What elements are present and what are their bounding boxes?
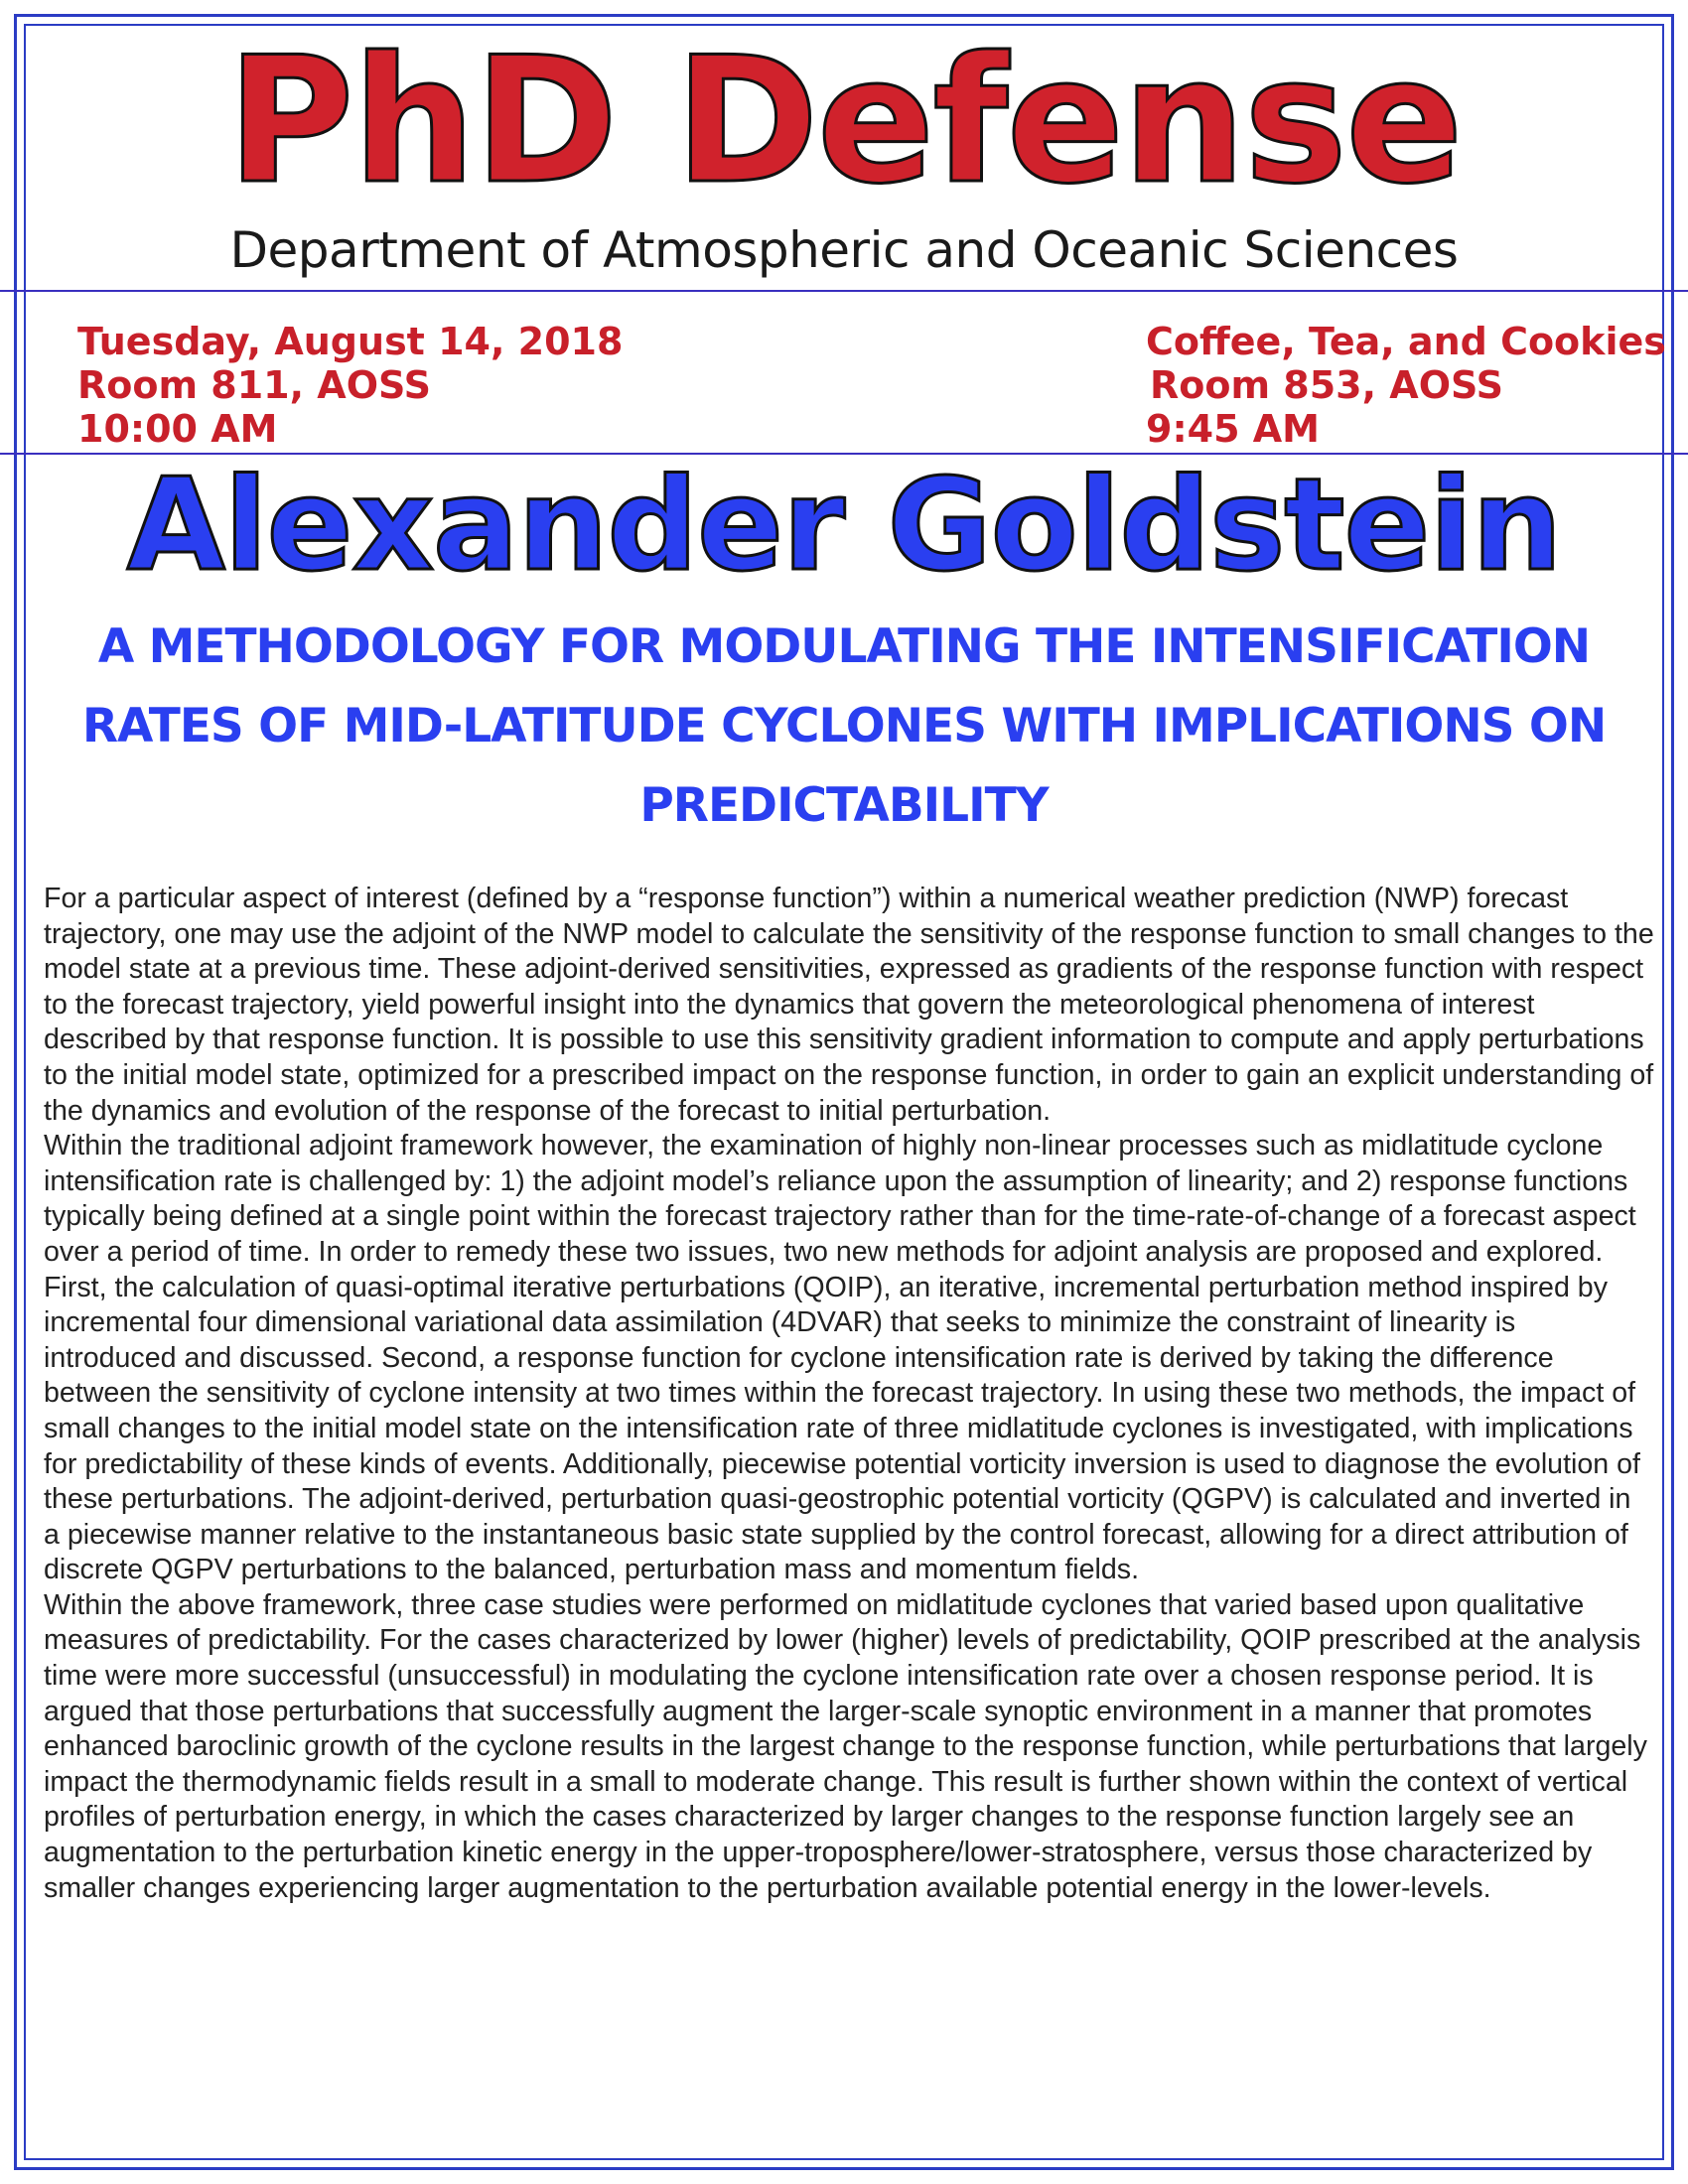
talk-title-line: A METHODOLOGY FOR MODULATING THE INTENSIFICATION (97, 619, 1591, 674)
talk-title-line: RATES OF MID-LATITUDE CYCLONES WITH IMPLICATIONS ON (81, 699, 1607, 753)
talk-title (79, 608, 1609, 846)
department-name: Department of Atmospheric and Oceanic Sciences (229, 221, 1459, 279)
defense-date: Tuesday, August 14, 2018 (77, 320, 624, 363)
defense-details (77, 320, 623, 451)
abstract (44, 882, 1654, 1906)
divider-top (0, 290, 1688, 292)
presenter-name: Alexander Goldstein (126, 452, 1562, 600)
reception-label: Coffee, Tea, and Cookies (1146, 320, 1666, 363)
talk-title-line: PREDICTABILITY (639, 778, 1049, 833)
reception-details (1146, 320, 1666, 451)
reception-time: 9:45 AM (1146, 407, 1320, 451)
abstract-paragraph: Within the traditional adjoint framework however, the examination of highly non-linear processes such as midlatitude cyclone intensification rate is challenged by: 1) the adjoint model’s reliance upon the assumption of linearity; and 2) response functions typically being defined at a single point within the forecast trajectory rather than for the time-rate-of-change of a forecast aspect over a period of time. In order to remedy these two issues, two new methods for adjoint analysis are proposed and explored. First, the calculation of quasi-optimal iterative perturbations (QOIP), an iterative, incremental perturbation method inspired by incremental four dimensional variational data assimilation (4DVAR) that seeks to minimize the constraint of linearity is introduced and discussed. Second, a response function for cyclone intensification rate is derived by taking the difference between the sensitivity of cyclone intensity at two times within the forecast trajectory. In using these two methods, the impact of small changes to the initial model state on the intensification rate of three midlatitude cyclones is investigated, with implications for predictability of these kinds of events. Additionally, piecewise potential vorticity inversion is used to diagnose the evolution of these perturbations. The adjoint-derived, perturbation quasi-geostrophic potential vorticity (QGPV) is calculated and inverted in a piecewise manner relative to the instantaneous basic state supplied by the control forecast, allowing for a direct attribution of discrete QGPV perturbations to the balanced, perturbation mass and momentum fields. (44, 1130, 1640, 1586)
abstract-paragraph: Within the above framework, three case studies were performed on midlatitude cyclones that varied based upon qualitative measures of predictability. For the cases characterized by lower (higher) levels of predictability, QOIP prescribed at the analysis time were more successful (unsuccessful) in modulating the cyclone intensification rate over a chosen response period. It is argued that those perturbations that successfully augment the larger-scale synoptic environment in a manner that promotes enhanced baroclinic growth of the cyclone results in the largest change to the response function, while perturbations that largely impact the thermodynamic fields result in a small to moderate change. This result is further shown within the context of vertical profiles of perturbation energy, in which the cases characterized by larger changes to the response function largely see an augmentation to the perturbation kinetic energy in the upper-troposphere/lower-stratosphere, versus those characterized by smaller changes experiencing larger augmentation to the perturbation available potential energy in the lower-levels. (44, 1588, 1647, 1904)
abstract-paragraph: For a particular aspect of interest (defined by a “response function”) within a numerical weather prediction (NWP) forecast trajectory, one may use the adjoint of the NWP model to calculate the sensitivity of the response function to small changes to the model state at a previous time. These adjoint-derived sensitivities, expressed as gradients of the response function with respect to the forecast trajectory, yield powerful insight into the dynamics that govern the meteorological phenomena of interest described by that response function. It is possible to use this sensitivity gradient information to compute and apply perturbations to the initial model state, optimized for a prescribed impact on the response function, in order to gain an explicit understanding of the dynamics and evolution of the response of the forecast to initial perturbation. (44, 883, 1654, 1127)
reception-room: Room 853, AOSS (1150, 363, 1504, 407)
defense-room: Room 811, AOSS (77, 363, 432, 407)
defense-time: 10:00 AM (77, 407, 278, 451)
page-title: PhD Defense (226, 21, 1462, 222)
